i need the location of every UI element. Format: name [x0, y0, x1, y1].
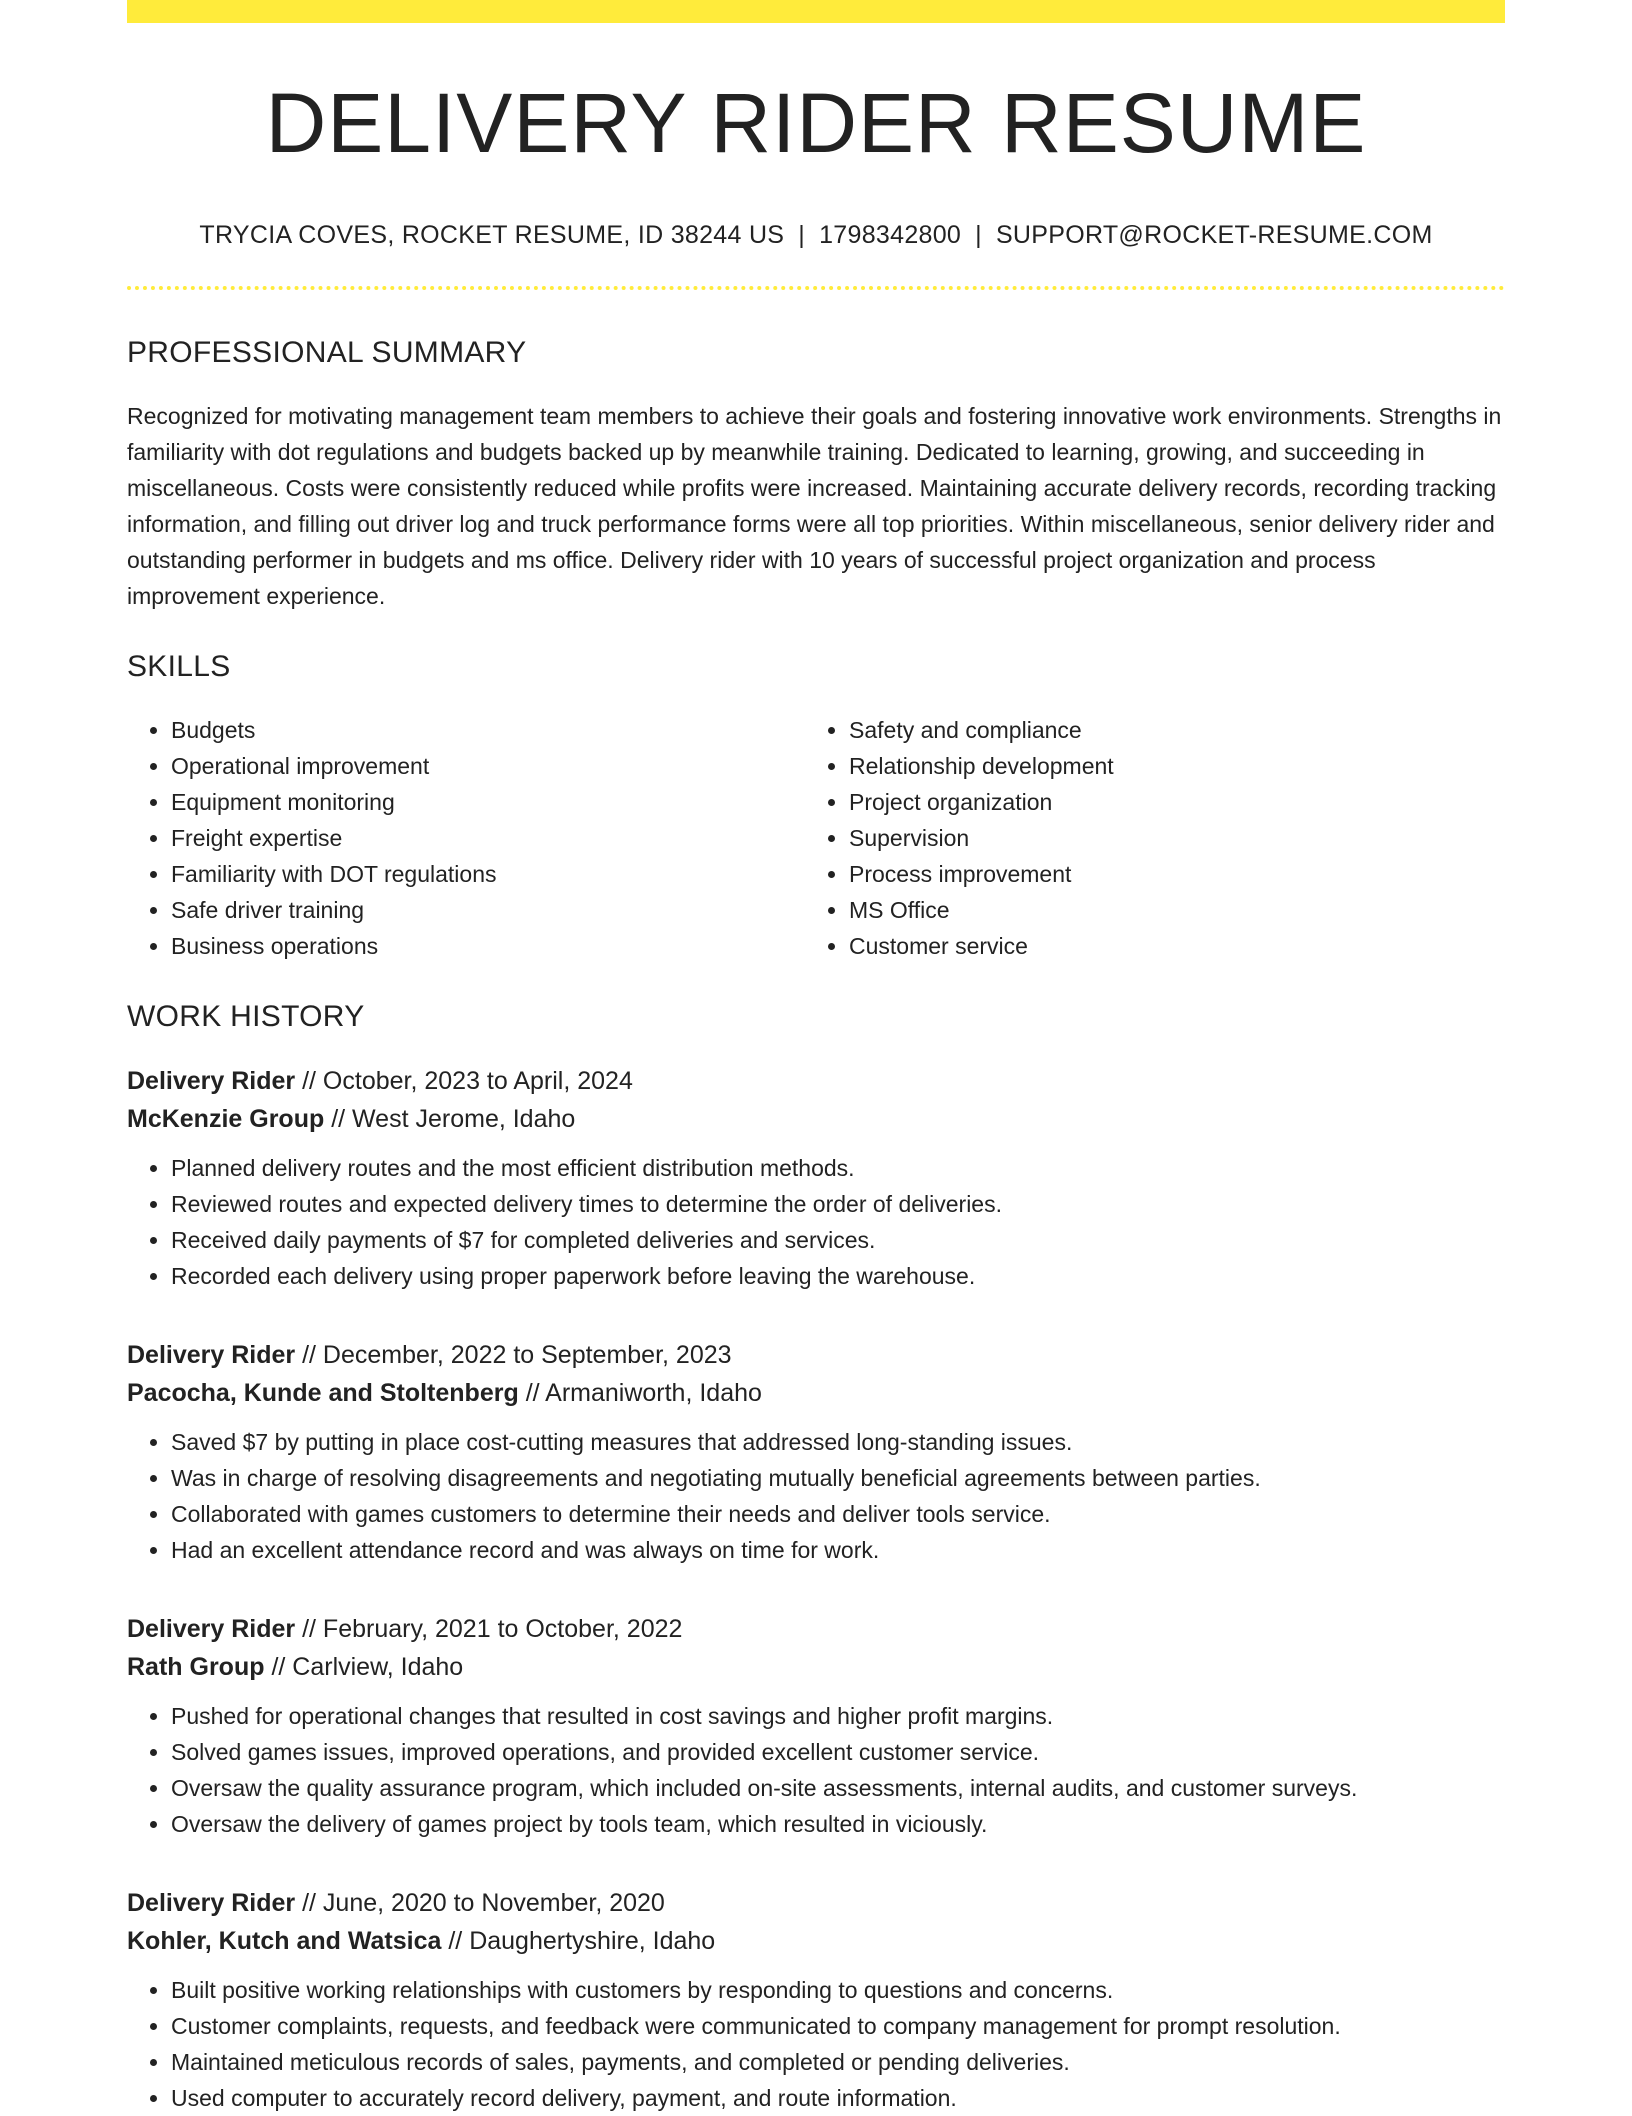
skill-item: • MS Office: [849, 892, 1483, 928]
job-bullet: • Pushed for operational changes that resulted in cost savings and higher profit margins.: [171, 1698, 1505, 1734]
dotted-divider: [127, 286, 1505, 290]
skill-item: • Business operations: [171, 928, 805, 964]
skill-item: • Familiarity with DOT regulations: [171, 856, 805, 892]
skill-item: • Safe driver training: [171, 892, 805, 928]
contact-separator: |: [975, 221, 982, 249]
skill-item: • Freight expertise: [171, 820, 805, 856]
job-bullet: • Oversaw the delivery of games project by tools team, which resulted in viciously.: [171, 1806, 1505, 1842]
work-history-heading: WORK HISTORY: [127, 1000, 365, 1033]
job-bullet: • Was in charge of resolving disagreements and negotiating mutually beneficial agreements between parties.: [171, 1460, 1505, 1496]
resume-title: DELIVERY RIDER RESUME: [265, 76, 1367, 170]
job-bullet: • Collaborated with games customers to determine their needs and deliver tools service.: [171, 1496, 1505, 1532]
job-title-line: [127, 1884, 1505, 1922]
contact-phone: 1798342800: [819, 221, 962, 249]
job-company-line: [127, 1100, 1505, 1138]
job-bullets: [127, 1424, 1505, 1568]
job-bullet: • Reviewed routes and expected delivery times to determine the order of deliveries.: [171, 1186, 1505, 1222]
job-location: // Carlview, Idaho: [271, 1653, 464, 1681]
job-bullet: • Received daily payments of $7 for completed deliveries and services.: [171, 1222, 1505, 1258]
job-bullets: [127, 1698, 1505, 1842]
job-bullets: [127, 1150, 1505, 1294]
job-location: // Daughertyshire, Idaho: [448, 1927, 716, 1955]
summary-text: Recognized for motivating management team members to achieve their goals and fostering innovative work environments. Strengths in familiarity with dot regulations and budgets backed up by meanwhile training. Dedicated to learning, growing, and succeeding in miscellaneous. Costs were consistently reduced while profits were increased. Maintaining accurate delivery records, recording tracking information, and filling out driver log and truck performance forms were all top priorities. Within miscellaneous, senior delivery rider and outstanding performer in budgets and ms office. Delivery rider with 10 years of successful project organization and process improvement experience.: [127, 403, 1502, 609]
skills-list-left: [127, 712, 805, 964]
job-title: Delivery Rider: [127, 1889, 296, 1917]
job-bullet: • Saved $7 by putting in place cost-cutting measures that addressed long-standing issues.: [171, 1424, 1505, 1460]
job-bullet: • Planned delivery routes and the most efficient distribution methods.: [171, 1150, 1505, 1186]
resume-page: [127, 0, 1505, 2116]
job-bullet: • Customer complaints, requests, and feedback were communicated to company management for prompt resolution.: [171, 2008, 1505, 2044]
job-company: McKenzie Group: [127, 1105, 325, 1133]
job-title: Delivery Rider: [127, 1615, 296, 1643]
skill-item: • Supervision: [849, 820, 1483, 856]
job-title-line: [127, 1062, 1505, 1100]
job-bullet: • Had an excellent attendance record and was always on time for work.: [171, 1532, 1505, 1568]
job-company: Rath Group: [127, 1653, 265, 1681]
contact-separator: |: [798, 221, 806, 249]
contact-email: SUPPORT@ROCKET-RESUME.COM: [995, 221, 1433, 249]
job-company-line: [127, 1648, 1505, 1686]
skill-item: • Operational improvement: [171, 748, 805, 784]
job-title-line: [127, 1336, 1505, 1374]
job-location: // Armaniworth, Idaho: [525, 1379, 762, 1407]
job-bullet: • Built positive working relationships with customers by responding to questions and concerns.: [171, 1972, 1505, 2008]
skill-item: • Project organization: [849, 784, 1483, 820]
job-entry: [127, 1336, 1505, 1568]
skills-columns: [127, 712, 1505, 964]
job-company-line: [127, 1374, 1505, 1412]
job-bullet: • Oversaw the quality assurance program, which included on-site assessments, internal audits, and customer surveys.: [171, 1770, 1505, 1806]
job-company: Kohler, Kutch and Watsica: [127, 1927, 442, 1955]
summary-heading: PROFESSIONAL SUMMARY: [127, 336, 527, 369]
skill-item: • Process improvement: [849, 856, 1483, 892]
contact-address: TRYCIA COVES, ROCKET RESUME, ID 38244 US: [199, 221, 785, 249]
job-entry: [127, 1884, 1505, 2116]
skill-item: • Customer service: [849, 928, 1483, 964]
job-dates: // February, 2021 to October, 2022: [302, 1615, 683, 1643]
job-title: Delivery Rider: [127, 1341, 296, 1369]
contact-line: [127, 223, 1505, 248]
job-title: Delivery Rider: [127, 1067, 296, 1095]
job-company: Pacocha, Kunde and Stoltenberg: [127, 1379, 519, 1407]
job-title-line: [127, 1610, 1505, 1648]
job-bullets: [127, 1972, 1505, 2116]
skill-item: • Equipment monitoring: [171, 784, 805, 820]
job-company-line: [127, 1922, 1505, 1960]
job-entry: [127, 1610, 1505, 1842]
accent-top-bar: [127, 0, 1505, 23]
skill-item: • Budgets: [171, 712, 805, 748]
job-location: // West Jerome, Idaho: [331, 1105, 576, 1133]
job-dates: // June, 2020 to November, 2020: [302, 1889, 665, 1917]
skill-item: • Relationship development: [849, 748, 1483, 784]
job-dates: // December, 2022 to September, 2023: [302, 1341, 732, 1369]
job-bullet: • Solved games issues, improved operations, and provided excellent customer service.: [171, 1734, 1505, 1770]
job-bullet: • Recorded each delivery using proper paperwork before leaving the warehouse.: [171, 1258, 1505, 1294]
job-dates: // October, 2023 to April, 2024: [302, 1067, 633, 1095]
job-bullet: • Used computer to accurately record delivery, payment, and route information.: [171, 2080, 1505, 2116]
skills-heading: SKILLS: [127, 650, 231, 683]
job-bullet: • Maintained meticulous records of sales, payments, and completed or pending deliveries.: [171, 2044, 1505, 2080]
job-entry: [127, 1062, 1505, 1294]
skills-list-right: [805, 712, 1483, 964]
skill-item: • Safety and compliance: [849, 712, 1483, 748]
